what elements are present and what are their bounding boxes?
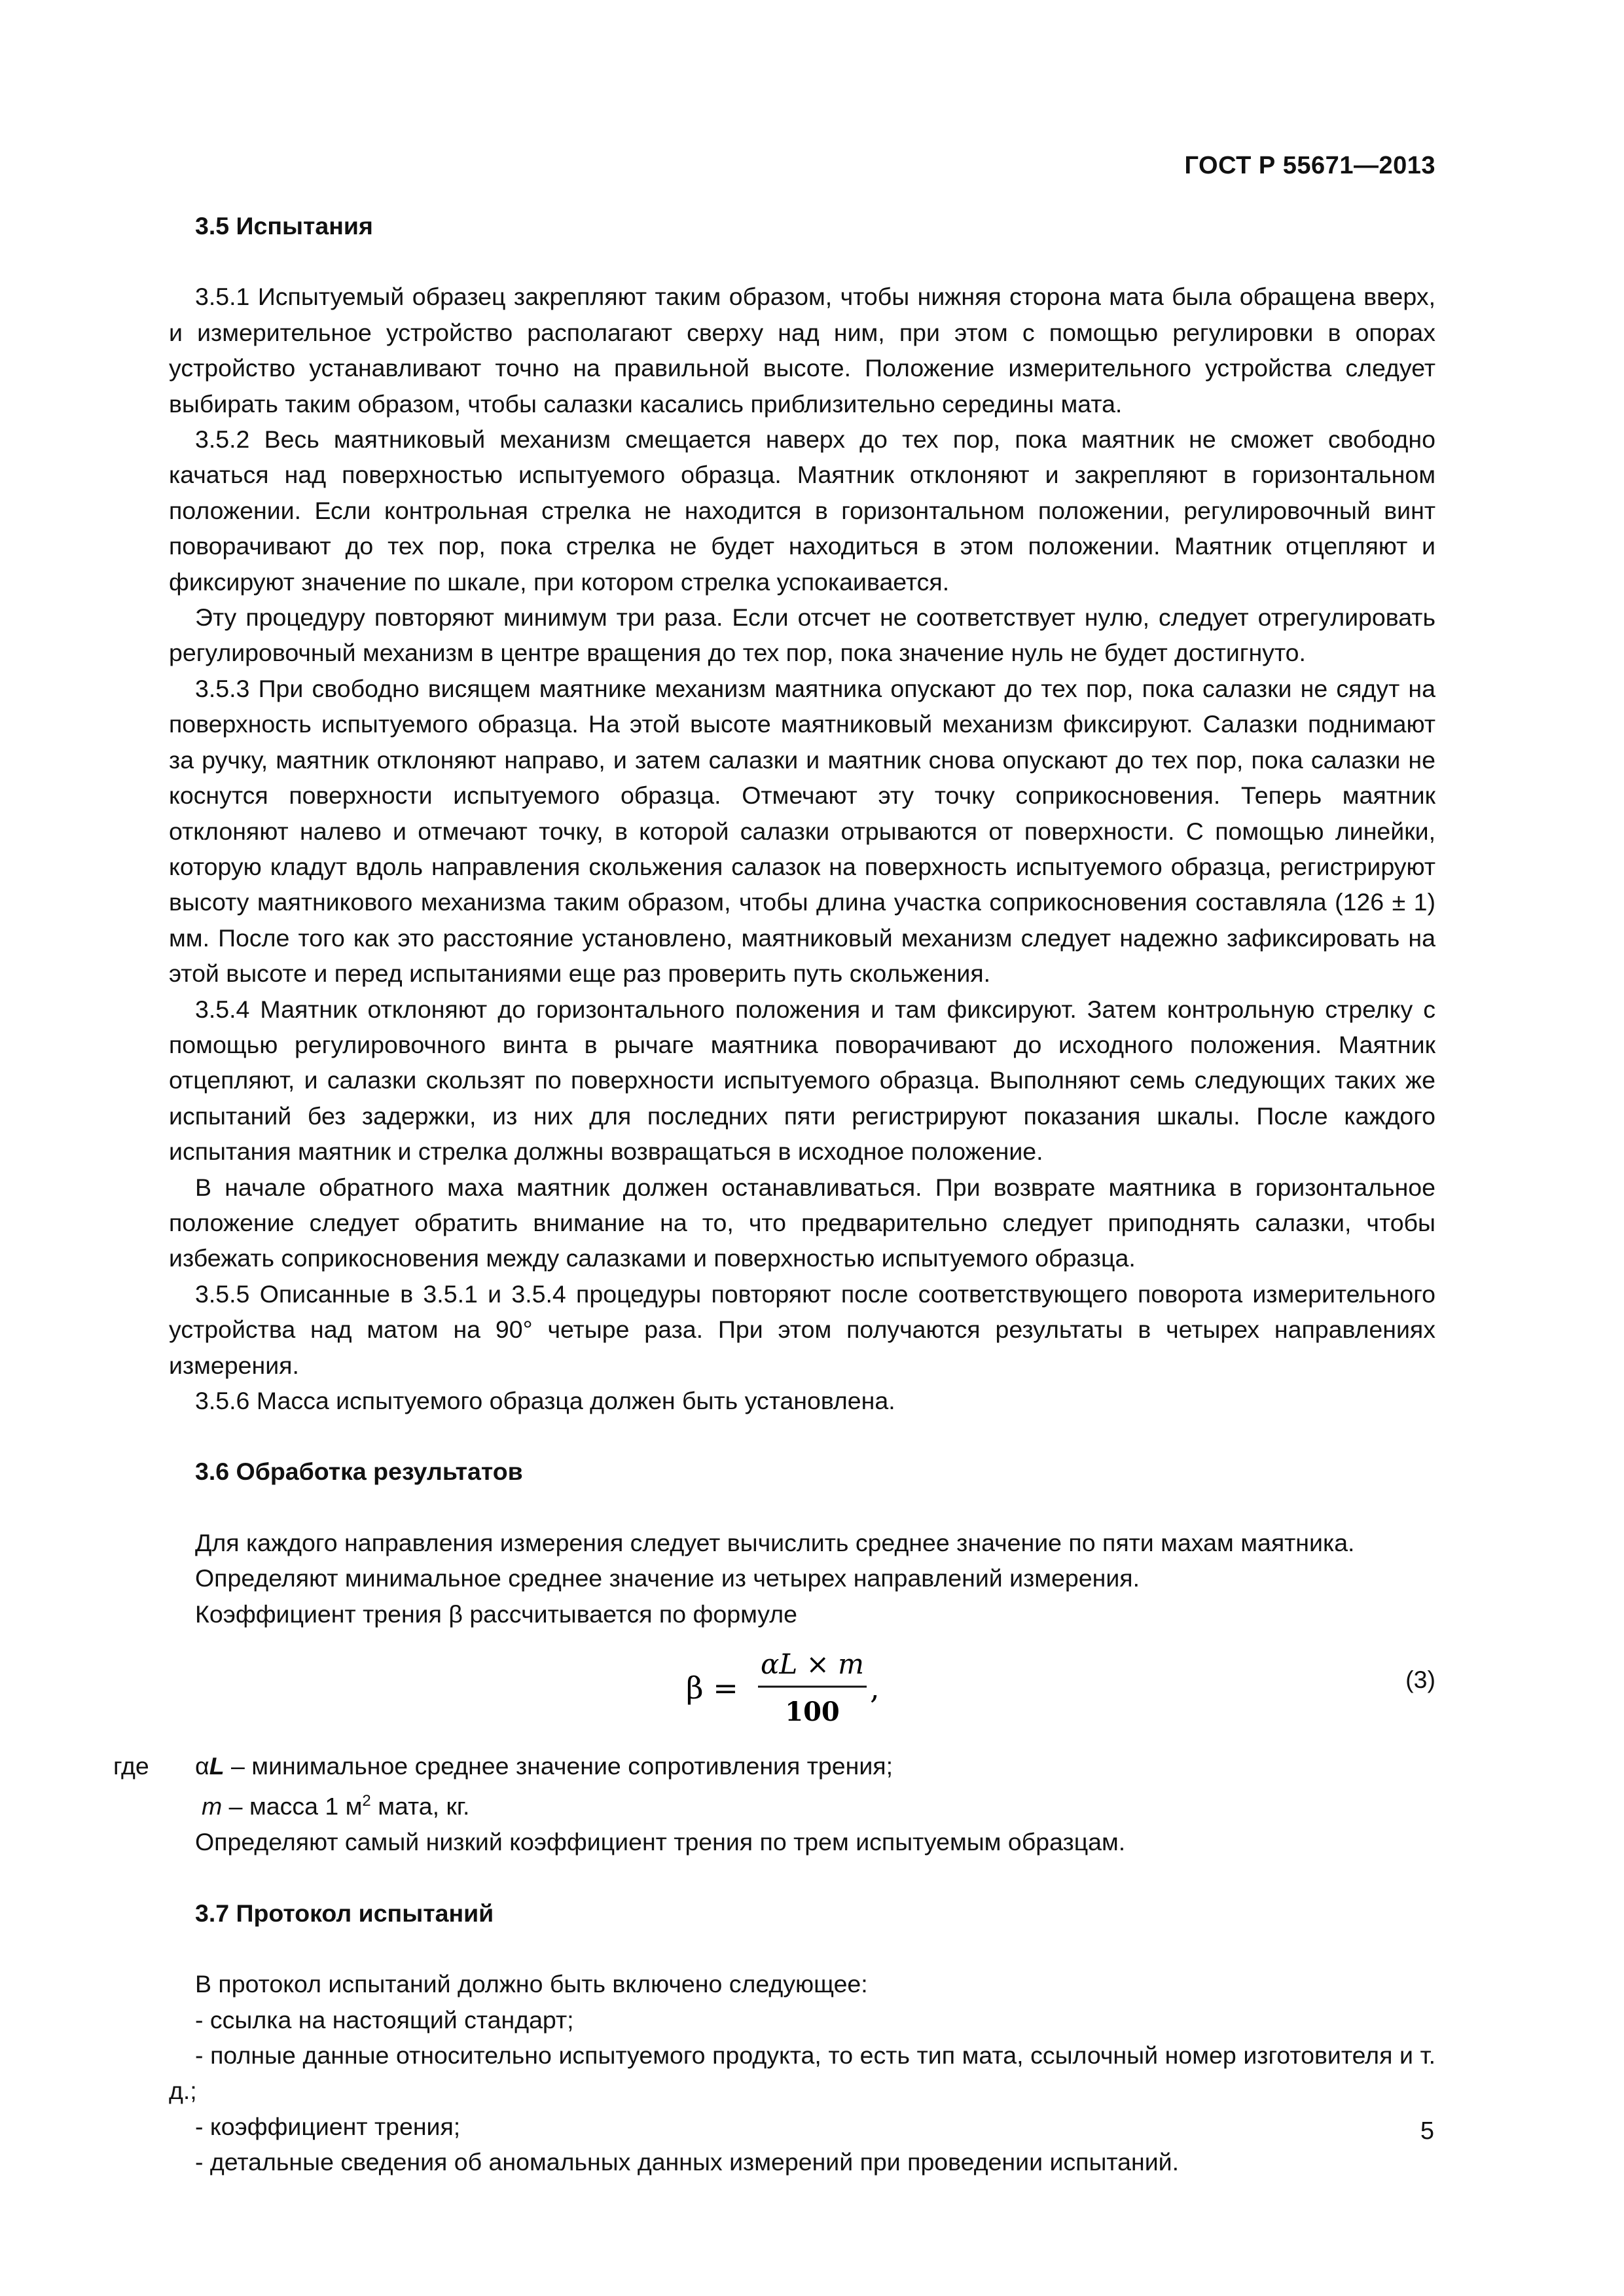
- paragraph-3-5-2: 3.5.2 Весь маятниковый механизм смещается наверх до тех пор, пока маятник не сможет свободно качаться над поверхностью испытуемого образца. Маятник отклоняют и закрепляют в горизонтальном положении. Если контрольная стрелка не находится в горизонтальном положении, регулировочный винт поворачивают до тех пор, пока стрелка не будет находиться в этом положении. Маятник отцепляют и фиксируют значение по шкале, при котором стрелка успокаивается.: [169, 425, 1435, 596]
- alpha-l-description: – минимальное среднее значение сопротивления трения;: [224, 1752, 893, 1780]
- alpha-symbol: α: [195, 1752, 209, 1780]
- where-m: [169, 1784, 1435, 1824]
- document-body: [113, 208, 1435, 2180]
- formula-lhs: β =: [686, 1670, 738, 1706]
- var-l: L: [209, 1752, 225, 1780]
- page-number: 5: [1420, 2117, 1434, 2145]
- m-description: – масса 1 м: [222, 1792, 363, 1820]
- paragraph-protocol-intro: В протокол испытаний должно быть включено следующее:: [195, 1970, 868, 1998]
- paragraph-return-swing: В начале обратного маха маятник должен останавливаться. При возврате маятника в горизонтальное положение следует обратить внимание на то, что предварительно следует приподнять салазки, чтобы избежать соприкосновения между салазками и поверхностью испытуемого образца.: [169, 1173, 1435, 1272]
- friction-coefficient-formula: [686, 1636, 895, 1734]
- where-alpha-l-text: [195, 1748, 1435, 1784]
- list-item: - детальные сведения об аномальных данных измерений при проведении испытаний.: [195, 2148, 1180, 2176]
- where-alpha-l: [113, 1748, 1435, 1784]
- section-heading-3-6: 3.6 Обработка результатов: [195, 1458, 523, 1486]
- paragraph-3-5-3: 3.5.3 При свободно висящем маятнике механизм маятника опускают до тех пор, пока салазки не сядут на поверхность испытуемого образца. На этой высоте маятниковый механизм фиксируют. Салазки поднимают за ручку, маятник отклоняют направо, и затем салазки и маятник снова опускают до тех пор, пока салазки не коснутся поверхности испытуемого образца. Отмечают эту точку соприкосновения. Теперь маятник отклоняют налево и отмечают точку, в которой салазки отрываются от поверхности. С помощью линейки, которую кладут вдоль направления скольжения салазок на поверхность испытуемого образца, регистрируют высоту маятникового механизма таким образом, чтобы длина участка соприкосновения составляла (126 ± 1) мм. После того как это расстояние установлено, маятниковый механизм следует надежно зафиксировать на этой высоте и перед испытаниями еще раз проверить путь скольжения.: [169, 674, 1435, 988]
- formula-numerator: αL × m: [761, 1648, 864, 1681]
- paragraph-3-5-4: 3.5.4 Маятник отклоняют до горизонтального положения и там фиксируют. Затем контрольную стрелку с помощью регулировочного винта в рычаге маятника поворачивают до исходного положения. Маятник отцепляют, и салазки скользят по поверхности испытуемого образца. Выполняют семь следующих таких же испытаний без задержки, из них для последних пяти регистрируют показания шкалы. После каждого испытания маятник и стрелка должны возвращаться в исходное положение.: [169, 995, 1435, 1166]
- paragraph-procedure-repeat: Эту процедуру повторяют минимум три раза. Если отсчет не соответствует нулю, следует отрегулировать регулировочный механизм в центре вращения до тех пор, пока значение нуль не будет достигнуто.: [169, 603, 1435, 667]
- m-tail: мата, кг.: [370, 1792, 470, 1820]
- paragraph-3-5-1: 3.5.1 Испытуемый образец закрепляют таким образом, чтобы нижняя сторона мата была обращена вверх, и измерительное устройство располагают сверху над ним, при этом с помощью регулировки в опорах устройство устанавливают точно на правильной высоте. Положение измерительного устройства следует выбирать таким образом, чтобы салазки касались приблизительно середины мата.: [169, 283, 1435, 418]
- m-superscript: 2: [362, 1792, 371, 1810]
- paragraph-formula-intro: Коэффициент трения β рассчитывается по формуле: [195, 1600, 797, 1628]
- where-label: где: [113, 1752, 149, 1780]
- var-m: m: [202, 1792, 223, 1820]
- paragraph-3-5-5: 3.5.5 Описанные в 3.5.1 и 3.5.4 процедуры повторяют после соответствующего поворота измерительного устройства над матом на 90° четыре раза. При этом получаются результаты в четырех направлениях измерения.: [169, 1280, 1435, 1379]
- paragraph-lowest-coefficient: Определяют самый низкий коэффициент трения по трем испытуемым образцам.: [195, 1828, 1126, 1856]
- list-item: - ссылка на настоящий стандарт;: [195, 2005, 574, 2034]
- formula-3: [169, 1636, 1435, 1740]
- equation-number: (3): [1405, 1666, 1435, 1694]
- list-item: - коэффициент трения;: [195, 2112, 461, 2140]
- paragraph-min-mean: Определяют минимальное среднее значение из четырех направлений измерения.: [195, 1564, 1140, 1592]
- document-standard-id: ГОСТ Р 55671—2013: [1184, 152, 1435, 179]
- section-heading-3-5: 3.5 Испытания: [195, 212, 373, 240]
- formula-denominator: 100: [785, 1696, 840, 1728]
- section-heading-3-7: 3.7 Протокол испытаний: [195, 1899, 494, 1927]
- formula-comma: ,: [870, 1670, 880, 1706]
- paragraph-mean-value: Для каждого направления измерения следует вычислить среднее значение по пяти махам маятника.: [195, 1528, 1355, 1556]
- list-item: - полные данные относительно испытуемого продукта, то есть тип мата, ссылочный номер изготовителя и т. д.;: [169, 2041, 1435, 2105]
- paragraph-3-5-6: 3.5.6 Масса испытуемого образца должен быть установлена.: [195, 1387, 895, 1414]
